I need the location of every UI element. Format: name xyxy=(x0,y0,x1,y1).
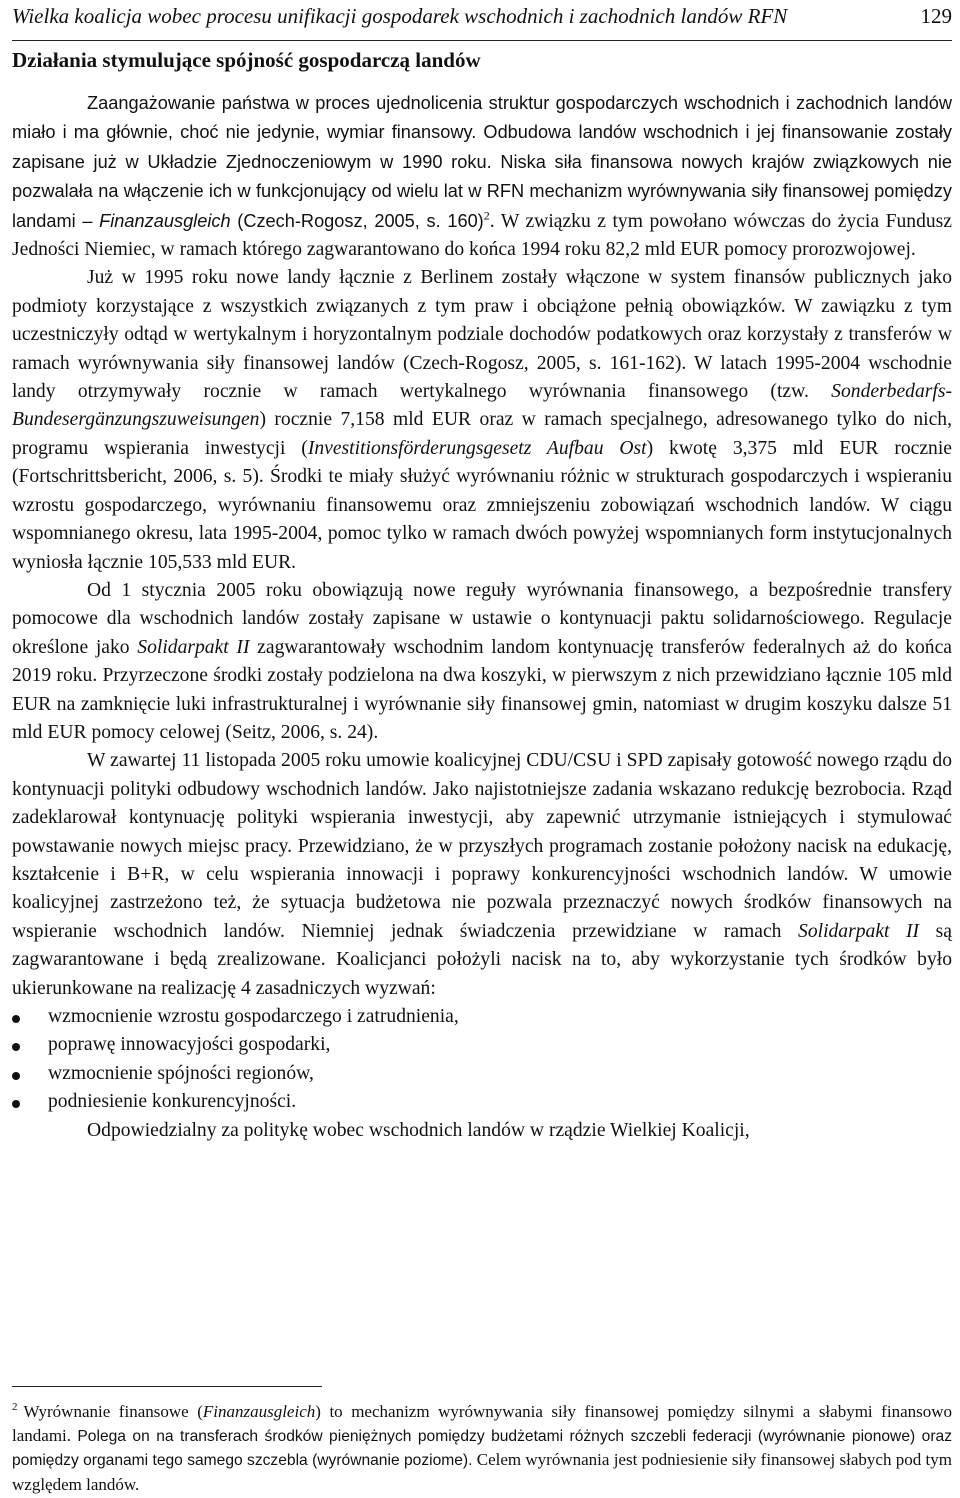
text-run: Zaangażowanie państwa w proces ujednolicenia struktur gospodarczych wschodnich i zachodnich landów miało i ma głównie, choć nie jedynie, wymiar finansowy. Odbudowa landów wschodnich i jej finansowanie zostały zapisane już w Układzie Zjednoczeniowym w 1990 roku. Niska siła finansowa nowych krajów związkowych nie pozwalała na włączenie ich w funkcjonujący od wielu lat w RFN mechanizm wyrównywania siły finansowej pomiędzy landami – xyxy=(12,93,952,231)
text-run: Sonderbedarfs-Bundesergänzungszuweisungen xyxy=(12,381,952,431)
text-run: ) rocznie 7,158 mld EUR oraz w ramach specjalnego, adresowanego tylko do nich, programu wspierania inwestycji ( xyxy=(12,409,952,459)
bullet-icon xyxy=(12,1015,20,1023)
paragraph xyxy=(12,264,952,576)
challenge-list xyxy=(12,1003,952,1117)
text-run: Od 1 stycznia 2005 roku obowiązują nowe reguły wyrównania finansowego, a bezpośrednie transfery pomocowe dla wschodnich landów zostały zapisane w ustawie o kontynuacji paktu solidarnościowego. Regulacje określone jako xyxy=(12,579,952,658)
text-run: Solidarpakt II xyxy=(137,636,250,658)
list-item-text: podniesienie konkurencyjności. xyxy=(48,1091,297,1113)
paragraph xyxy=(12,747,952,1003)
bullet-icon xyxy=(12,1072,20,1080)
closing-paragraph: Odpowiedzialny za politykę wobec wschodnich landów w rządzie Wielkiej Koalicji, xyxy=(87,1119,750,1141)
body-text xyxy=(12,89,952,1145)
text-run: . W związku z tym powołano wówczas do życia Fundusz Jedności Niemiec, w ramach którego zagwarantowano do końca 1994 roku 82,2 mld EUR pomocy prorozwojowej. xyxy=(12,210,952,261)
text-run: Investitionsförderungsgesetz Aufbau Ost xyxy=(307,437,647,459)
footnote-divider xyxy=(12,1386,322,1387)
running-header xyxy=(12,0,952,41)
text-run: ) to mechanizm wyrównywania siły finansowej pomiędzy silnymi a słabymi finansowo landami. xyxy=(12,1402,953,1445)
list-item-text: wzmocnienie wzrostu gospodarczego i zatrudnienia, xyxy=(48,1006,459,1027)
text-run: Solidarpakt II xyxy=(798,920,920,942)
paragraph xyxy=(12,89,952,264)
list-item-text: poprawę innowacyjości gospodarki, xyxy=(48,1034,331,1056)
text-run: Finanzausgleich xyxy=(202,1402,316,1421)
running-header-title: Wielka koalicja wobec procesu unifikacji gospodarek wschodnich i zachodnich landów RFN xyxy=(12,4,788,28)
text-run: zagwarantowały wschodnim landom kontynuację transferów federalnych aż do końca 2019 roku. Przyrzeczone środki zostały podzielona na dwa koszyki, w pierwszym z nich przewidziano łącznie 105 mld EUR na zamknięcie luki infrastrukturalnej i wyrównanie siły finansowej gmin, natomiast w drugim koszyku dalsze 51 mld EUR pomocy celowej (Seitz, 2006, s. 24). xyxy=(12,636,952,743)
text-run: Celem wyrównania jest podniesienie siły finansowej słabych pod tym względem landów. xyxy=(12,1450,952,1494)
text-run: Polega on na transferach środków pieniężnych pomiędzy budżetami różnych szczebli federacji (wyrównanie pionowe) oraz pomiędzy organami tego samego szczebla (wyrównanie poziome). xyxy=(12,1427,952,1470)
list-item-text: wzmocnienie spójności regionów, xyxy=(48,1062,314,1084)
list-item xyxy=(12,1031,952,1059)
paragraph xyxy=(12,577,952,747)
list-item xyxy=(12,1088,952,1116)
footnote-mark: 2 xyxy=(12,1401,18,1414)
text-run: są zagwarantowane i będą zrealizowane. Koalicjanci położyli nacisk na to, aby wykorzystanie tych środków było ukierunkowane na realizację 4 zasadniczych wyzwań: xyxy=(12,920,952,999)
section-title: Działania stymulujące spójność gospodarczą landów xyxy=(12,48,481,72)
list-item xyxy=(12,1060,952,1088)
text-run: Finanzausgleich xyxy=(99,210,231,231)
bullet-icon xyxy=(12,1100,20,1108)
page-number: 129 xyxy=(920,4,952,28)
list-item xyxy=(12,1003,952,1031)
footnote xyxy=(12,1400,952,1496)
footnote-reference: 2 xyxy=(483,208,490,223)
text-run: (Czech-Rogosz, 2005, s. 160) xyxy=(230,210,484,231)
text-run: ) kwotę 3,375 mld EUR rocznie (Fortschrittsbericht, 2006, s. 5). Środki te miały służyć wyrównaniu różnic w strukturach gospodarczych i wspieraniu wzrostu gospodarczego, wyrównaniu finansowemu oraz zmniejszeniu zobowiązań wschodnich landów. W ciągu wspomnianego okresu, lata 1995-2004, pomoc tylko w ramach dwóch powyżej wspomnianych form instytucjonalnych wyniosła łącznie 105,533 mld EUR. xyxy=(12,437,952,573)
footnote-text xyxy=(12,1402,952,1494)
bullet-icon xyxy=(12,1043,20,1051)
text-run: Już w 1995 roku nowe landy łącznie z Berlinem zostały włączone w system finansów publicznych jako podmioty korzystające z wszystkich związanych z tym praw i obciążone pełnią obowiązków. W zawiązku z tym uczestniczyły odtąd w wertykalnym i horyzontalnym podziale dochodów podatkowych oraz korzystały z transferów w ramach wyrównywania siły finansowej landów (Czech-Rogosz, 2005, s. 161-162). W latach 1995-2004 wschodnie landy otrzymywały rocznie w ramach wertykalnego wyrównania finansowego (tzw. xyxy=(12,267,952,403)
text-run: Wyrównanie finansowe ( xyxy=(23,1402,203,1421)
text-run: W zawartej 11 listopada 2005 roku umowie koalicyjnej CDU/CSU i SPD zapisały gotowość nowego rządu do kontynuacji polityki odbudowy wschodnich landów. Jako najistotniejsze zadania wskazano redukcję bezrobocia. Rząd zadeklarował kontynuację polityki wspierania inwestycji, aby zapewnić utrzymanie istniejących i stymulować powstawanie nowych miejsc pracy. Przewidziano, że w przyszłych programach zostanie położony nacisk na edukację, kształcenie i B+R, w celu wspierania innowacji i poprawy konkurencyjności wschodnich landów. W umowie koalicyjnej zastrzeżono też, że sytuacja budżetowa nie pozwala przeznaczyć nowych środków finansowych na wspieranie wschodnich landów. Niemniej jednak świadczenia przewidziane w ramach xyxy=(12,750,952,942)
document-page xyxy=(12,0,953,1494)
